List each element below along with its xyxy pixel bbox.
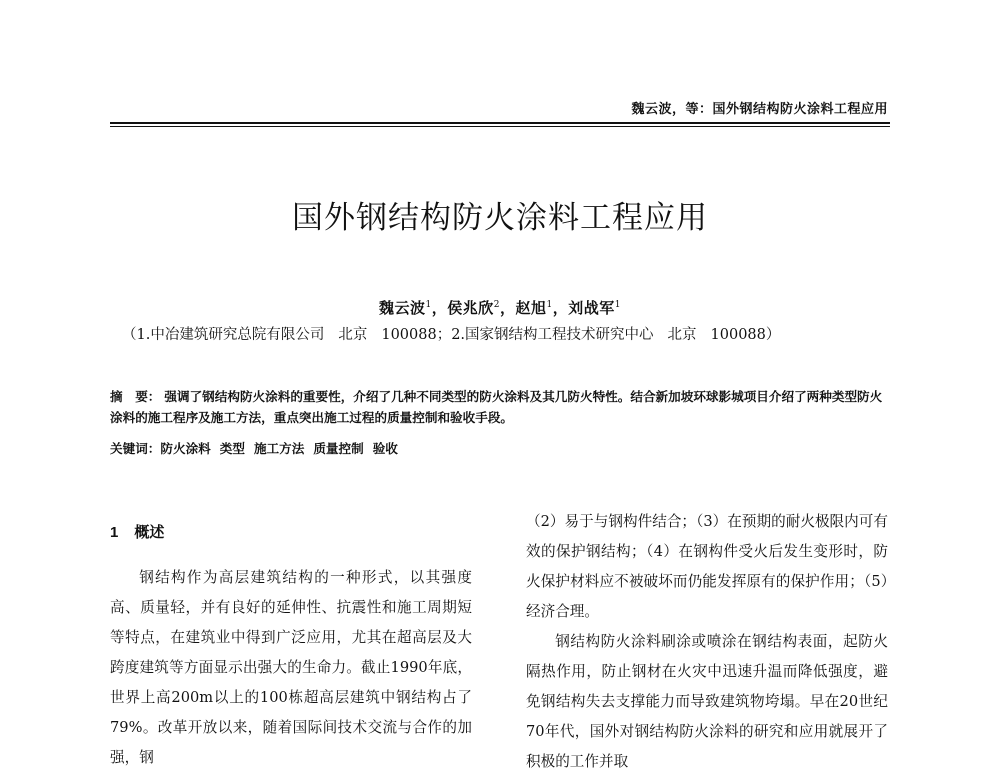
affiliation-part: （1.中冶建筑研究总院有限公司 [122,327,325,343]
running-header: 魏云波，等：国外钢结构防火涂料工程应用 [631,102,888,117]
affiliations [122,323,902,344]
affiliation-part: 100088；2.国家钢结构工程技术研究中心 [381,327,654,343]
keyword: 质量控制 [313,441,364,456]
body-column-left [110,563,472,773]
body-paragraph: 钢结构作为高层建筑结构的一种形式，以其强度高、质量轻，并有良好的延伸性、抗震性和施工周期短等特点，在建筑业中得到广泛应用，尤其在超高层及大跨度建筑等方面显示出强大的生命力。截止1990年底，世界上高200m以上的100栋超高层建筑中钢结构占了79%。改革开放以来，随着国际间技术交流与合作的加强，钢 [110,569,472,766]
author-affiliation-mark: 2 [493,300,500,310]
author-name: 魏云波 [378,299,426,317]
author-name: 赵旭 [515,299,547,317]
author-name: 刘战军 [568,299,615,317]
affiliation-part: 北京 [667,327,697,343]
affiliation-part: 100088） [710,327,781,343]
keywords [110,438,890,459]
keyword: 类型 [219,441,245,456]
paper-title: 国外钢结构防火涂料工程应用 [292,200,708,236]
body-column-right [526,507,888,777]
author-list: 魏云波$^1$，侯兆欣$^2$，赵旭$^1$，刘战军$^1$ [378,299,622,317]
keyword: 验收 [372,441,398,456]
abstract [110,386,890,428]
section-heading [110,521,164,542]
abstract-label: 摘 要： [110,389,161,404]
body-paragraph: 钢结构防火涂料刷涂或喷涂在钢结构表面，起防火隔热作用，防止钢材在火灾中迅速升温而降低强度，避免钢结构失去支撑能力而导致建筑物垮塌。早在20世纪70年代，国外对钢结构防火涂料的研究和应用就展开了积极的工作并取 [526,633,888,770]
keywords-label: 关键词： [110,441,161,456]
author-name: 侯兆欣 [447,299,494,317]
keyword: 施工方法 [253,441,305,456]
keyword: 防火涂料 [160,441,211,456]
body-paragraph: （2）易于与钢构件结合；（3）在预期的耐火极限内可有效的保护钢结构；（4）在钢构件受火后发生变形时，防火保护材料应不被破坏而仍能发挥原有的保护作用；（5）经济合理。 [526,513,888,620]
affiliation-part: 北京 [338,327,368,343]
author-affiliation-mark: 1 [546,300,553,310]
abstract-text: 强调了钢结构防火涂料的重要性，介绍了几种不同类型的防火涂料及其几防火特性。结合新加坡环球影城项目介绍了两种类型防火涂料的施工程序及施工方法，重点突出施工过程的质量控制和验收手段。 [110,389,883,425]
author-affiliation-mark: 1 [614,300,622,310]
section-title: 概述 [134,523,165,541]
section-number: 1 [110,524,119,541]
author-affiliation-mark: 1 [425,300,432,310]
header-rule [110,122,890,124]
